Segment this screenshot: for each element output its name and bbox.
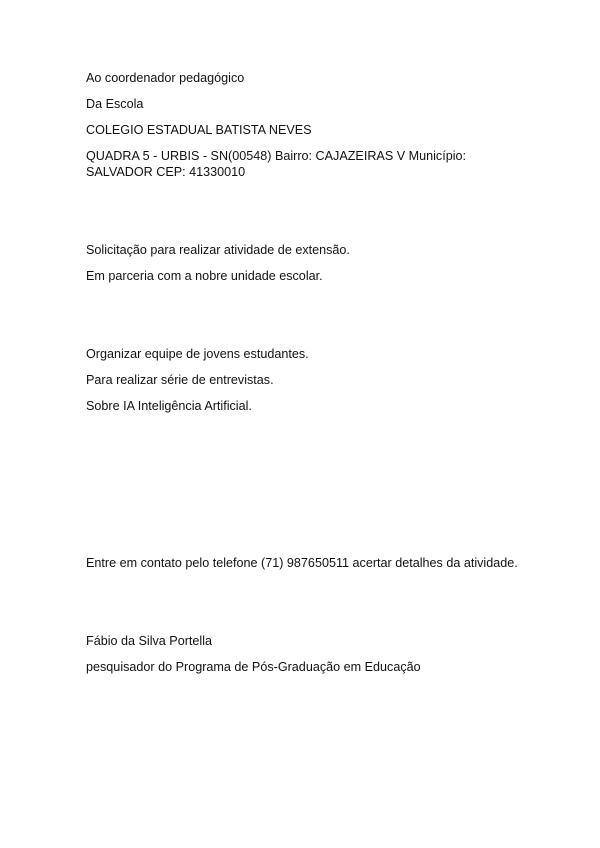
request-line-2: Em parceria com a nobre unidade escolar. (86, 269, 323, 283)
recipient-line-2: Da Escola (86, 97, 144, 111)
school-name: COLEGIO ESTADUAL BATISTA NEVES (86, 123, 312, 137)
school-address-line-2: SALVADOR CEP: 41330010 (86, 165, 246, 179)
recipient-line-1: Ao coordenador pedagógico (86, 71, 245, 85)
activity-line-3: Sobre IA Inteligência Artificial. (86, 399, 252, 413)
signature-name: Fábio da Silva Portella (86, 634, 213, 648)
contact-line: Entre em contato pelo telefone (71) 987650511 acertar detalhes da atividade. (86, 556, 518, 570)
activity-line-2: Para realizar série de entrevistas. (86, 373, 274, 387)
signature-title: pesquisador do Programa de Pós-Graduação em Educação (86, 660, 421, 674)
activity-line-1: Organizar equipe de jovens estudantes. (86, 347, 309, 361)
request-line-1: Solicitação para realizar atividade de extensão. (86, 243, 350, 257)
school-address-line-1: QUADRA 5 - URBIS - SN(00548) Bairro: CAJAZEIRAS V Município: (86, 149, 467, 163)
